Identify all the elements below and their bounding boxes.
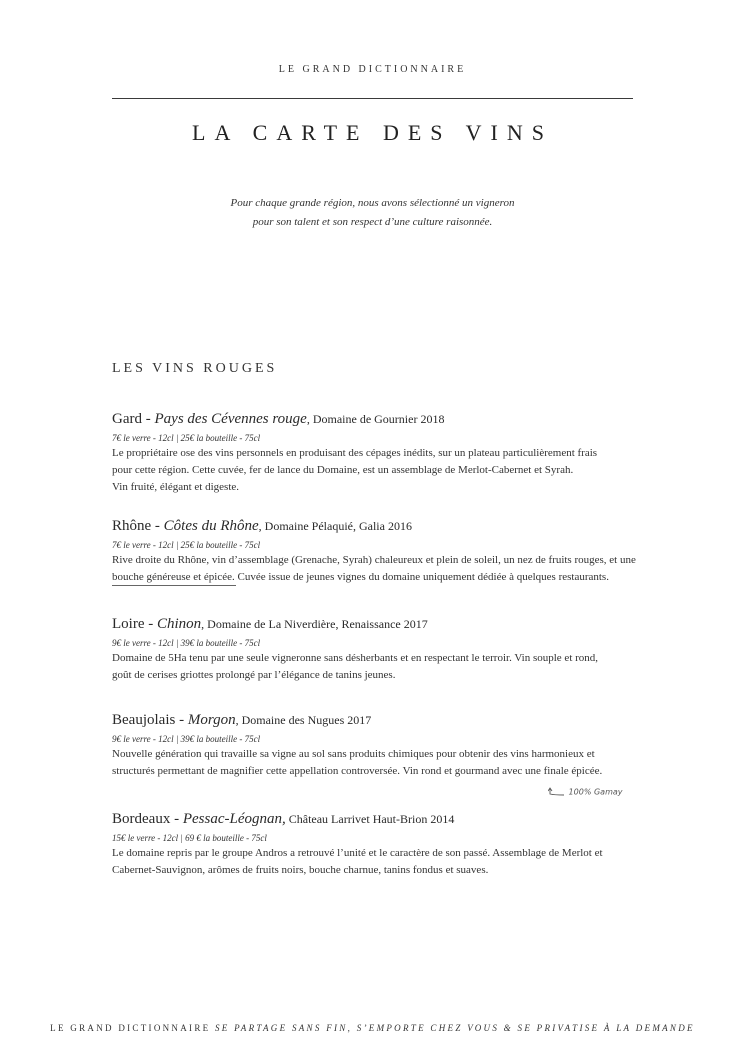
footer-brand: LE GRAND DICTIONNAIRE — [50, 1023, 215, 1033]
wine-description — [112, 650, 672, 684]
wine-region: Beaujolais — [112, 712, 176, 728]
desc-line: pour cette région. Cette cuvée, fer de lance du Domaine, est un assemblage de Merlot-Cabernet et Syrah. — [112, 464, 574, 476]
annotation-text: 100% Gamay — [568, 787, 623, 797]
wine-appellation: Chinon — [156, 616, 202, 632]
wine-region: Rhône — [112, 518, 152, 534]
wine-appellation: Pays des Cévennes rouge — [154, 411, 307, 427]
wine-heading — [112, 711, 672, 729]
wine-price: 15€ le verre - 12cl | 69 € la bouteille - 75cl — [112, 833, 267, 843]
wine-domain: , Domaine de Gournier 2018 — [306, 412, 445, 426]
desc-line: Le domaine repris par le groupe Andros a retrouvé l’unité et le caractère de son passé. Assemblage de Merlot et — [112, 847, 603, 859]
wine-domain: , Domaine de La Niverdière, Renaissance 2017 — [201, 617, 428, 631]
wine-heading — [112, 615, 672, 633]
wine-appellation: Côtes du Rhône — [163, 518, 259, 534]
wine-separator: - — [175, 712, 188, 728]
desc-line: bouche généreuse et épicée. Cuvée issue de jeunes vignes du domaine uniquement dédiée à quelques restaurants. — [112, 571, 609, 583]
wine-separator: - — [144, 616, 157, 632]
wine-heading — [112, 517, 672, 535]
wine-description — [112, 445, 672, 496]
header-divider — [112, 98, 633, 99]
wine-entry-loire — [112, 615, 672, 684]
wine-description — [112, 552, 672, 586]
wine-entry-rhone — [112, 517, 672, 586]
wine-entry-gard — [112, 410, 672, 496]
pen-underline-mark — [112, 585, 236, 586]
footer-tagline — [0, 1023, 745, 1033]
wine-separator: - — [170, 811, 183, 827]
footer-slogan: SE PARTAGE SANS FIN, S’EMPORTE CHEZ VOUS & SE PRIVATISE À LA DEMANDE — [214, 1023, 695, 1033]
brand-header: LE GRAND DICTIONNAIRE — [278, 64, 467, 75]
wine-separator: - — [142, 411, 155, 427]
intro-text — [0, 194, 745, 232]
wine-region: Bordeaux — [112, 811, 171, 827]
desc-line: Vin fruité, élégant et digeste. — [112, 481, 240, 493]
wine-price: 9€ le verre - 12cl | 39€ la bouteille - 75cl — [112, 638, 261, 648]
desc-line: Cabernet-Sauvignon, arômes de fruits noirs, bouche charnue, tanins fondus et suaves. — [112, 864, 489, 876]
wine-price: 7€ le verre - 12cl | 25€ la bouteille - 75cl — [112, 433, 261, 443]
wine-description — [112, 746, 672, 780]
wine-appellation: Morgon — [187, 712, 236, 728]
arrow-icon — [548, 786, 566, 798]
desc-line: Domaine de 5Ha tenu par une seule vigneronne sans désherbants et en respectant le terroir. Vin souple et rond, — [112, 652, 599, 664]
wine-heading — [112, 810, 672, 828]
desc-line: Rive droite du Rhône, vin d’assemblage (Grenache, Syrah) chaleureux et plein de soleil, un nez de fruits rouges, et une — [112, 554, 636, 566]
wine-price: 7€ le verre - 12cl | 25€ la bouteille - 75cl — [112, 540, 261, 550]
wine-price: 9€ le verre - 12cl | 39€ la bouteille - 75cl — [112, 734, 261, 744]
section-title: LES VINS ROUGES — [112, 361, 278, 376]
wine-domain: Château Larrivet Haut-Brion 2014 — [285, 812, 455, 826]
wine-region: Gard — [112, 411, 142, 427]
wine-region: Loire — [112, 616, 145, 632]
wine-entry-bordeaux — [112, 810, 672, 879]
desc-line: Nouvelle génération qui travaille sa vigne au sol sans produits chimiques pour obtenir des vins harmonieux et — [112, 748, 595, 760]
desc-line: goût de cerises griottes prolongé par l’élégance de tanins jeunes. — [112, 669, 396, 681]
wine-entry-beaujolais — [112, 711, 672, 780]
wine-domain: , Domaine des Nugues 2017 — [235, 713, 372, 727]
page-title: LA CARTE DES VINS — [192, 120, 553, 145]
intro-line-2: pour son talent et son respect d’une culture raisonnée. — [252, 216, 493, 228]
wine-separator: - — [151, 518, 164, 534]
intro-line-1: Pour chaque grande région, nous avons sélectionné un vigneron — [230, 197, 515, 209]
desc-line: Le propriétaire ose des vins personnels en produisant des cépages inédits, sur un plateau particulièrement frais — [112, 447, 598, 459]
desc-line: structurés permettant de magnifier cette appellation controversée. Vin rond et gourmand avec une finale épicée. — [112, 765, 603, 777]
handwritten-annotation — [548, 786, 623, 798]
wine-domain: , Domaine Pélaquié, Galia 2016 — [258, 519, 412, 533]
wine-description — [112, 845, 672, 879]
wine-appellation: Pessac-Léognan, — [182, 811, 286, 827]
wine-heading — [112, 410, 672, 428]
